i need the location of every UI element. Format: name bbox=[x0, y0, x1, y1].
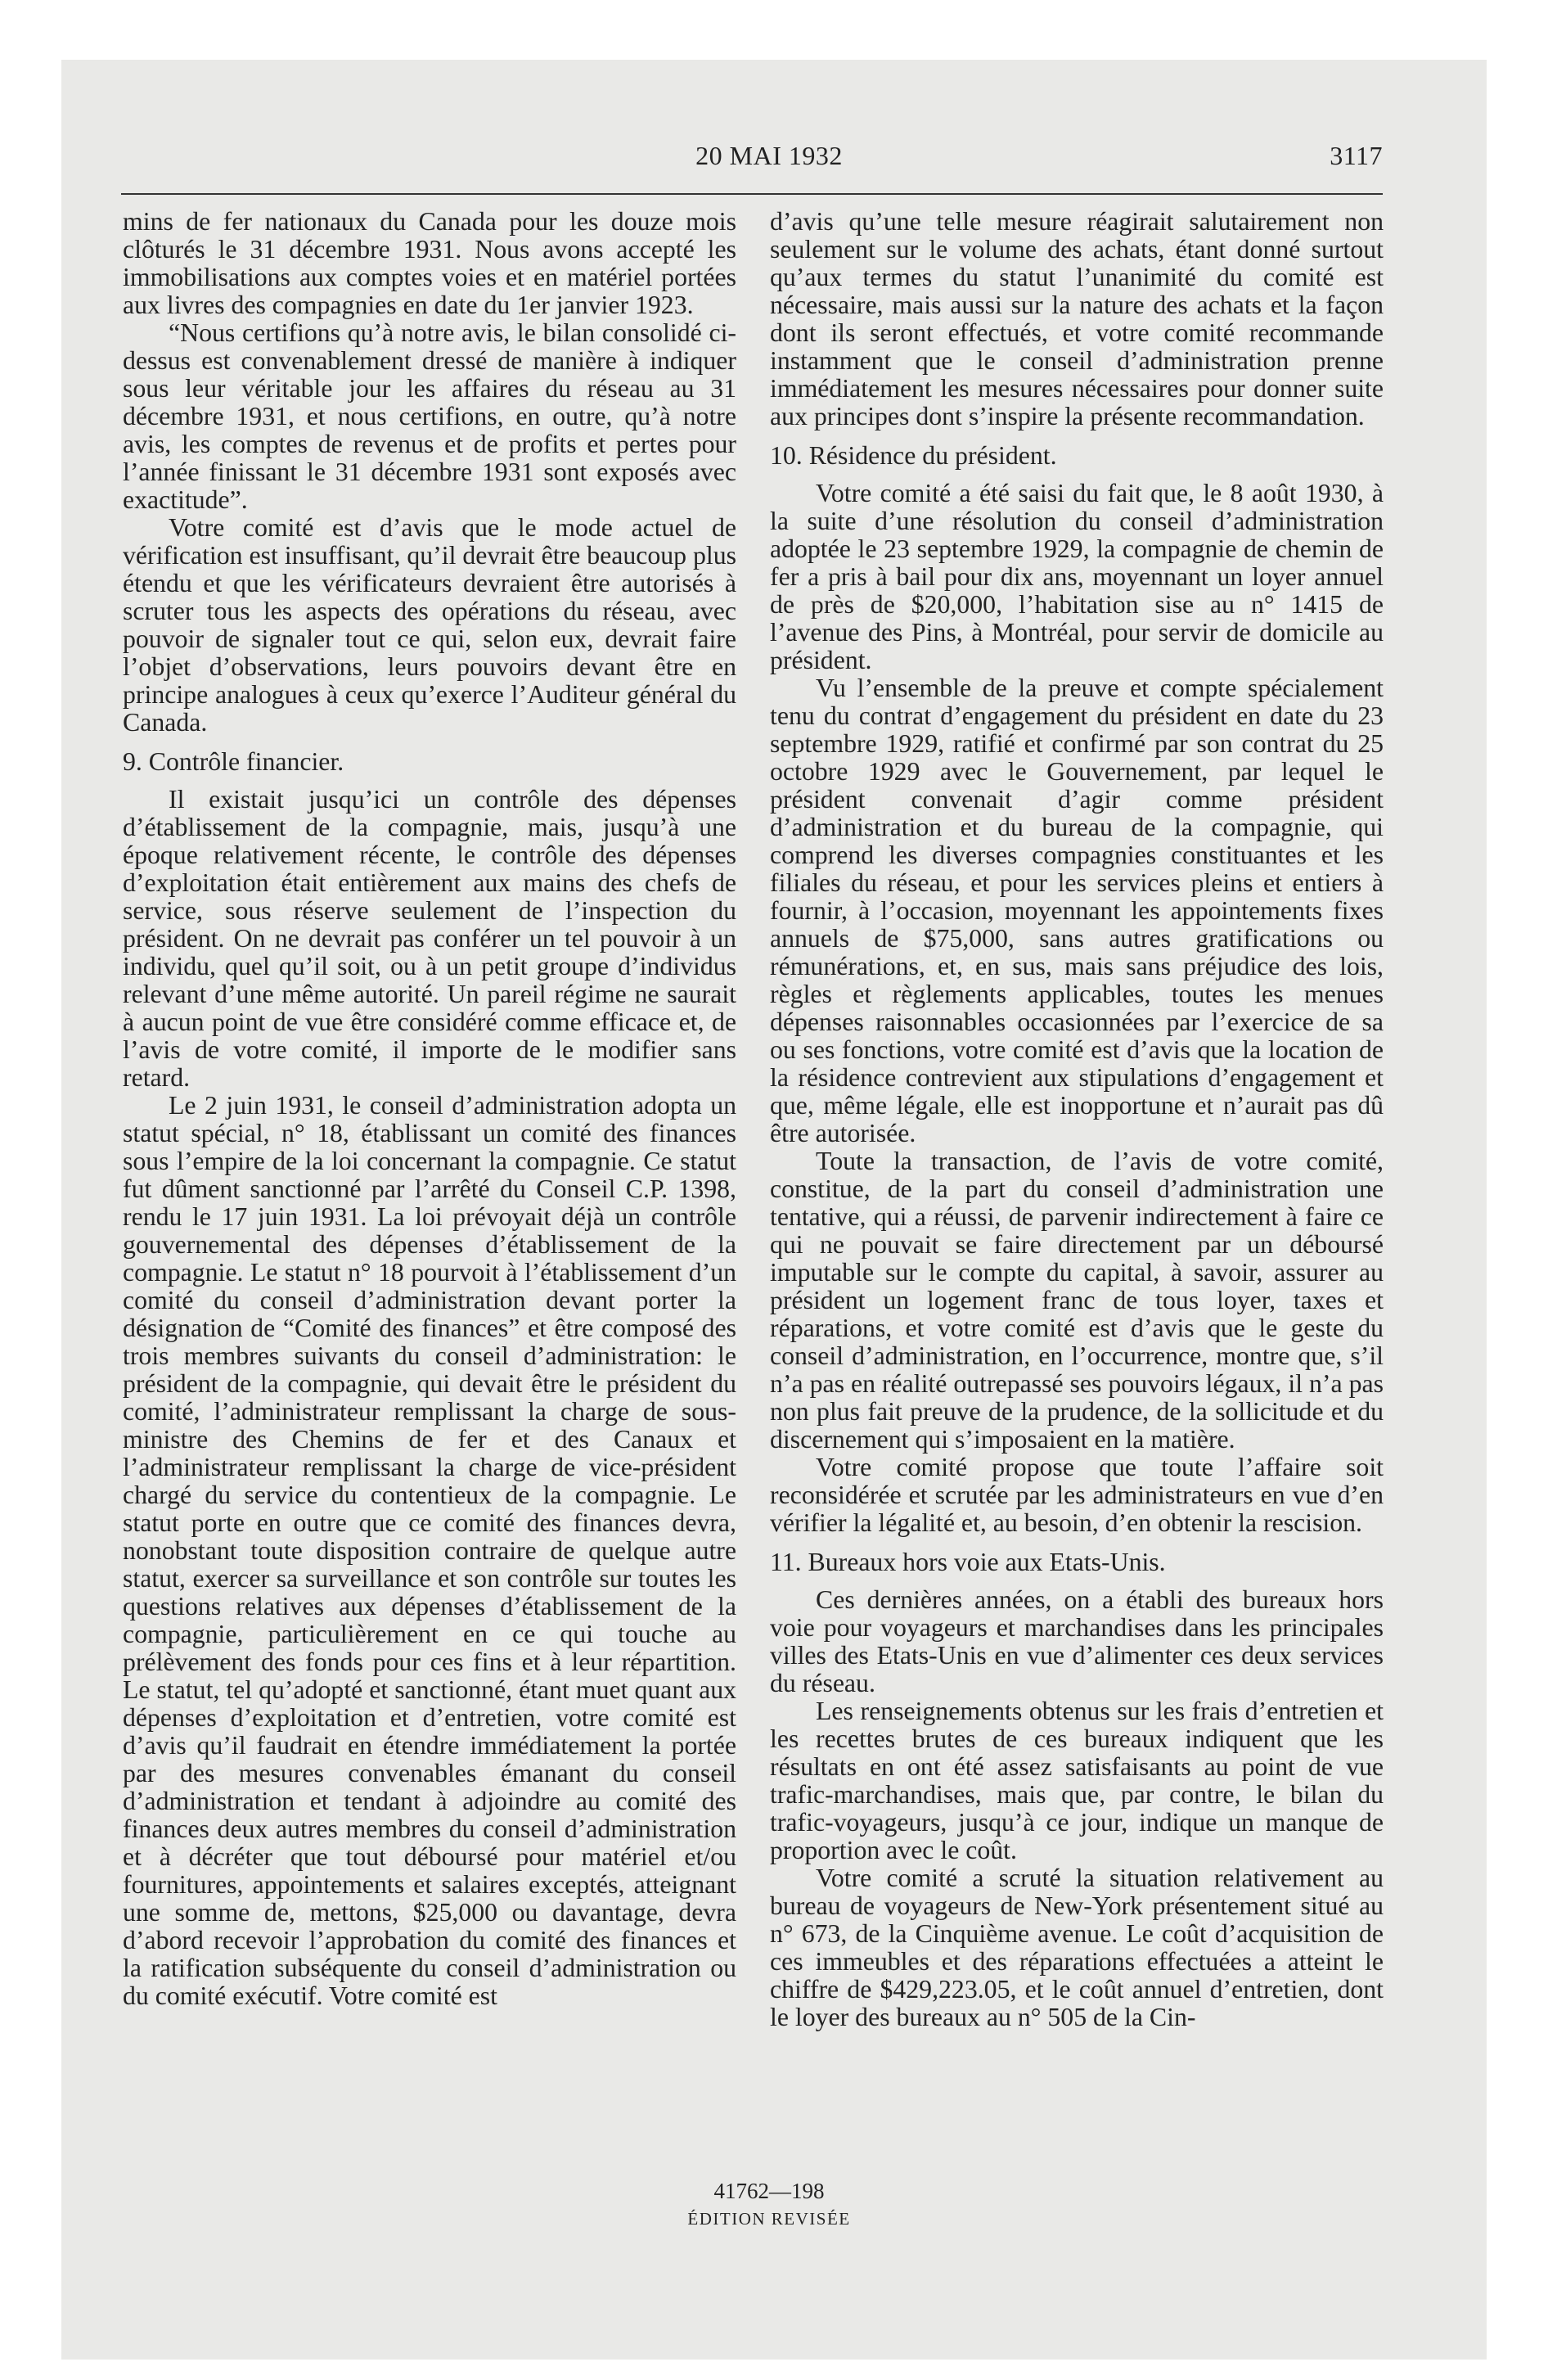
paragraph: Les renseignements obtenus sur les frais d’entretien et les recettes brutes de ces bureaux indiquent que les résultats en ont été assez satisfaisants au point de vue trafic-marchandises, mais que, par contre, le bilan du trafic-voyageurs, jusqu’à ce jour, indique un manque de proportion avec le coût. bbox=[770, 1697, 1384, 1864]
header-rule bbox=[121, 193, 1383, 195]
paragraph: Votre comité est d’avis que le mode actuel de vérification est insuffisant, qu’il devrait être beaucoup plus étendu et que les vérificateurs devraient être autorisés à scruter tous les aspects des opérations du réseau, avec pouvoir de signaler tout ce qui, selon eux, devrait faire l’objet d’observations, leurs pouvoirs devant être en principe analogues à ceux qu’exerce l’Auditeur général du Canada. bbox=[123, 513, 736, 737]
paragraph: Ces dernières années, on a établi des bureaux hors voie pour voyageurs et marchandises dans les principales villes des Etats-Unis en vue d’alimenter ces deux services du réseau. bbox=[770, 1585, 1384, 1697]
paragraph: Votre comité a scruté la situation relativement au bureau de voyageurs de New-York présentement situé au n° 673, de la Cinquième avenue. Le coût d’acquisition de ces immeubles et des réparations effectuées a atteint le chiffre de $429,223.05, et le coût annuel d’entretien, dont le loyer des bureaux au n° 505 de la Cin- bbox=[770, 1864, 1384, 2031]
section-heading-10: 10. Résidence du président. bbox=[770, 441, 1057, 470]
left-column bbox=[123, 208, 736, 2010]
edition-label: ÉDITION REVISÉE bbox=[687, 2209, 851, 2229]
print-number: 41762—198 bbox=[713, 2179, 825, 2203]
paragraph: d’avis qu’une telle mesure réagirait salutairement non seulement sur le volume des achats, étant donné surtout qu’aux termes du statut l’unanimité du comité est nécessaire, mais aussi sur la nature des achats et la façon dont ils seront effectués, et votre comité recommande instamment que le conseil d’administration prenne immédiatement les mesures nécessaires pour donner suite aux principes dont s’inspire la présente recommandation. bbox=[770, 207, 1384, 430]
page-date: 20 MAI 1932 bbox=[695, 141, 843, 170]
right-column bbox=[770, 208, 1384, 2031]
paragraph: Il existait jusqu’ici un contrôle des dépenses d’établissement de la compagnie, mais, jusqu’à une époque relativement récente, le contrôle des dépenses d’exploitation était entièrement aux mains des chefs de service, sous réserve seulement de l’inspection du président. On ne devrait pas conférer un tel pouvoir à un individu, quel qu’il soit, ou à un petit groupe d’individus relevant d’une même autorité. Un pareil régime ne saurait à aucun point de vue être considéré comme efficace et, de l’avis de votre comité, il importe de le modifier sans retard. bbox=[123, 785, 736, 1092]
page-footer bbox=[638, 2179, 900, 2229]
section-heading-9: 9. Contrôle financier. bbox=[123, 747, 344, 776]
paragraph: Votre comité a été saisi du fait que, le 8 août 1930, à la suite d’une résolution du conseil d’administration adoptée le 23 septembre 1929, la compagnie de chemin de fer a pris à bail pour dix ans, moyennant un loyer annuel de près de $20,000, l’habitation sise au n° 1415 de l’avenue des Pins, à Montréal, pour servir de domicile au président. bbox=[770, 479, 1384, 674]
paragraph: Toute la transaction, de l’avis de votre comité, constitue, de la part du conseil d’administration une tentative, qui a réussi, de parvenir indirectement à faire ce qui ne pouvait se faire directement par un déboursé imputable sur le compte du capital, à savoir, assurer au président un logement franc de tous loyer, taxes et réparations, et votre comité est d’avis que le geste du conseil d’administration, en l’occurrence, montre que, s’il n’a pas en réalité outrepassé ses pouvoirs légaux, il n’a pas non plus fait preuve de la prudence, de la sollicitude et du discernement qui s’imposaient en la matière. bbox=[770, 1147, 1384, 1454]
section-heading-11: 11. Bureaux hors voie aux Etats-Unis. bbox=[770, 1548, 1166, 1576]
page-number: 3117 bbox=[1330, 141, 1383, 170]
paragraph: Vu l’ensemble de la preuve et compte spécialement tenu du contrat d’engagement du président en date du 23 septembre 1929, ratifié et confirmé par son contrat du 25 octobre 1929 avec le Gouvernement, par lequel le président convenait d’agir comme président d’administration et du bureau de la compagnie, qui comprend les diverses compagnies constituantes et les filiales du réseau, et pour les services pleins et entiers à fournir, à l’occasion, moyennant les appointements fixes annuels de $75,000, sans autres gratifications ou rémunérations, et, en sus, mais sans préjudice des lois, règles et règlements applicables, toutes les menues dépenses raisonnables occasionnées par l’exercice de sa ou ses fonctions, votre comité est d’avis que la location de la résidence contrevient aux stipulations d’engagement et que, même légale, elle est inopportune et n’aurait pas dû être autorisée. bbox=[770, 674, 1384, 1147]
paragraph: mins de fer nationaux du Canada pour les douze mois clôturés le 31 décembre 1931. Nous avons accepté les immobilisations aux comptes voies et en matériel portées aux livres des compagnies en date du 1er janvier 1923. bbox=[123, 207, 736, 319]
paragraph: Le 2 juin 1931, le conseil d’administration adopta un statut spécial, n° 18, établissant un comité des finances sous l’empire de la loi concernant la compagnie. Ce statut fut dûment sanctionné par l’arrêté du Conseil C.P. 1398, rendu le 17 juin 1931. La loi prévoyait déjà un contrôle gouvernemental des dépenses d’établissement de la compagnie. Le statut n° 18 pourvoit à l’établissement d’un comité du conseil d’administration devant porter la désignation de “Comité des finances” et être composé des trois membres suivants du conseil d’administration: le président de la compagnie, qui devait être le président du comité, l’administrateur remplissant la charge de sous-ministre des Chemins de fer et des Canaux et l’administrateur remplissant la charge de vice-président chargé du service du contentieux de la compagnie. Le statut porte en outre que ce comité des finances devra, nonobstant toute disposition contraire de quelque autre statut, exercer sa surveillance et son contrôle sur toutes les questions relatives aux dépenses d’établissement de la compagnie, particulièrement en ce qui touche au prélèvement des fonds pour ces fins et à leur répartition. Le statut, tel qu’adopté et sanctionné, étant muet quant aux dépenses d’exploitation et d’entretien, votre comité est d’avis qu’il faudrait en étendre immédiatement la portée par des mesures convenables émanant du conseil d’administration et tendant à adjoindre au comité des finances deux autres membres du conseil d’administration et à décréter que tout déboursé pour matériel et/ou fournitures, appointements et salaires exceptés, atteignant une somme de, mettons, $25,000 ou davantage, devra d’abord recevoir l’approbation du comité des finances et la ratification subséquente du conseil d’administration ou du comité exécutif. Votre comité est bbox=[123, 1091, 736, 2010]
paragraph: Votre comité propose que toute l’affaire soit reconsidérée et scrutée par les administrateurs en vue d’en vérifier la légalité et, au besoin, d’en obtenir la rescision. bbox=[770, 1453, 1384, 1537]
paragraph: “Nous certifions qu’à notre avis, le bilan consolidé ci-dessus est convenablement dressé de manière à indiquer sous leur véritable jour les affaires du réseau au 31 décembre 1931, et nous certifions, en outre, qu’à notre avis, les comptes de revenus et de profits et pertes pour l’année finissant le 31 décembre 1931 sont exposés avec exactitude”. bbox=[123, 318, 736, 514]
